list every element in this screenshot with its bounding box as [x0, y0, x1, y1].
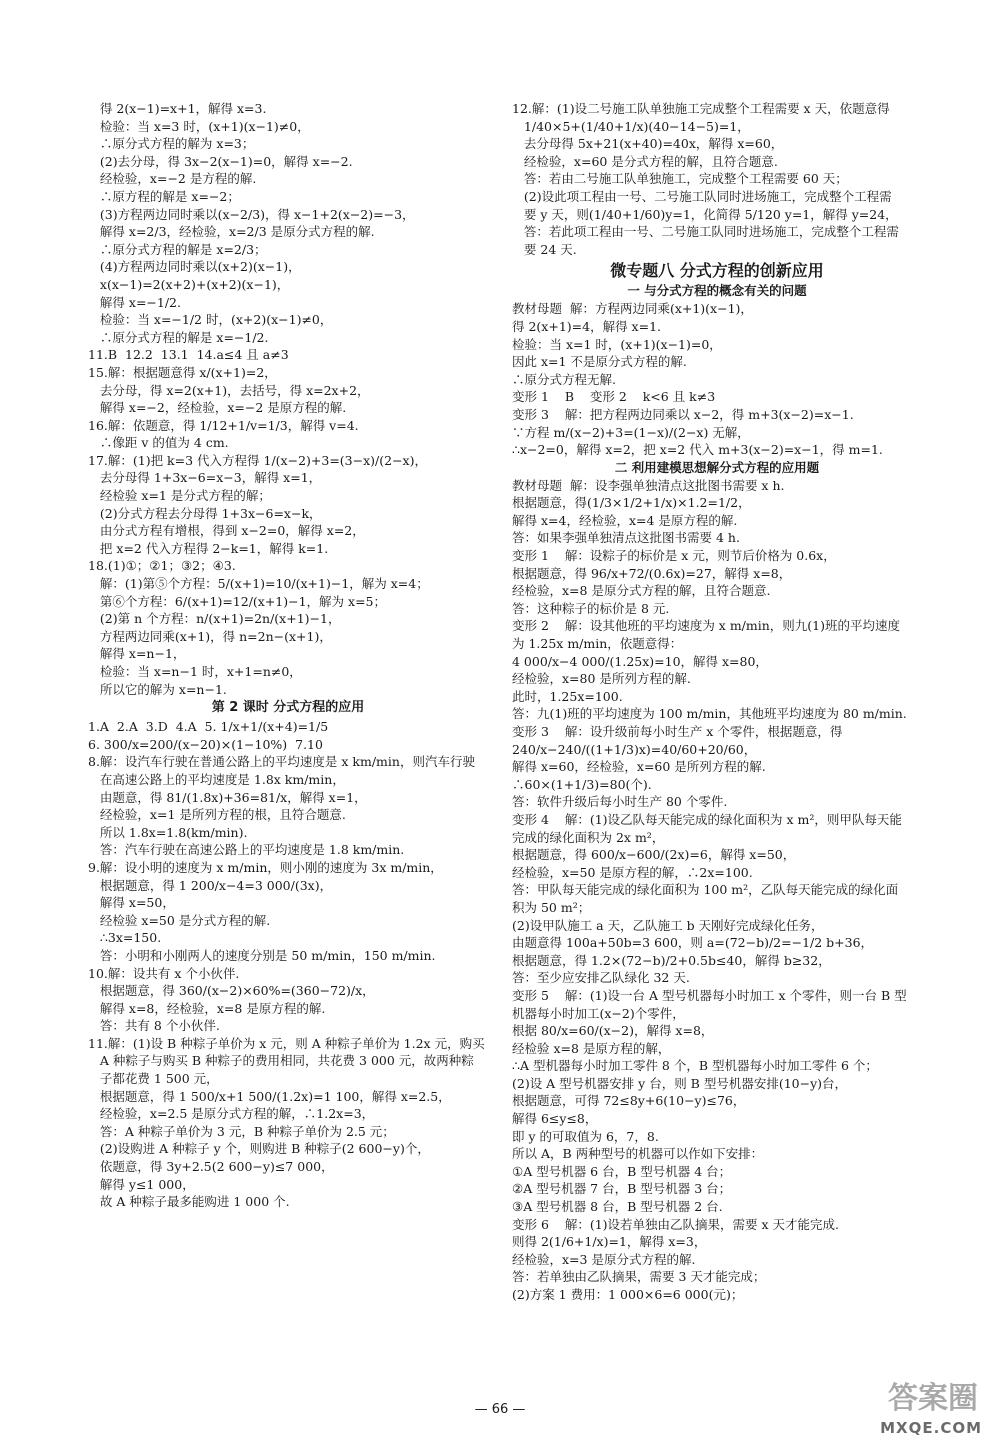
text-line: 根据题意，得 1 500/x+1 500/(1.2x)=1 100，解得 x=2.5， — [88, 1088, 451, 1104]
text-line: 经检验，x=−2 是方程的解. — [88, 171, 257, 187]
text-line: 由题意得 100a+50b=3 600，则 a=(72−b)/2=−1/2 b+36， — [512, 935, 874, 951]
text-line: 经检验，x=60 是分式方程的解，且符合题意. — [512, 153, 778, 169]
text-line: 检验：当 x=1 时，(x+1)(x−1)=0， — [512, 336, 722, 352]
text-line: 17.解：(1)把 k=3 代入方程得 1/(x−2)+3=(3−x)/(2−x)， — [88, 452, 427, 468]
text-line: 检验：当 x=3 时，(x+1)(x−1)≠0， — [88, 118, 310, 134]
text-line: 变形 3 解：设升级前每小时生产 x 个零件，根据题意，得 — [512, 724, 843, 739]
text-line: 经检验，x=1 是所列方程的根，且符合题意. — [88, 807, 346, 823]
text-line: 此时，1.25x=100. — [512, 688, 623, 704]
text-line: 解得 6≤y≤8， — [512, 1111, 598, 1127]
text-line: 去分母，得 x=2(x+1)，去括号，得 x=2x+2， — [88, 382, 370, 398]
text-line: 变形 1 B 变形 2 k<6 且 k≠3 — [512, 389, 716, 405]
text-line: 答：共有 8 个小伙伴. — [88, 1018, 220, 1034]
left-column — [88, 100, 488, 1211]
text-line: 根据题意，可得 72≤8y+6(10−y)≤76， — [512, 1093, 746, 1109]
subsection-title: 一 与分式方程的概念有关的问题 — [627, 283, 807, 299]
text-line: (2)设甲队施工 a 天，乙队施工 b 天刚好完成绿化任务， — [512, 917, 824, 933]
text-line: 10.解：设共有 x 个小伙伴. — [88, 965, 240, 981]
text-line: 根据题意，得 96/x+72/(0.6x)=27，解得 x=8， — [512, 565, 792, 581]
text-line: 变形 3 解：把方程两边同乘以 x−2，得 m+3(x−2)=x−1. — [512, 406, 854, 422]
text-line: 检验：当 x=−1/2 时，(x+2)(x−1)≠0， — [88, 312, 333, 328]
text-line: 所以 1.8x=1.8(km/min). — [88, 824, 248, 840]
text-line: 由题意，得 81/(1.8x)+36=81/x，解得 x=1， — [88, 789, 367, 805]
text-line: ∴x−2=0，解得 x=2，把 x=2 代入 m+3(x−2)=x−1，得 m=1. — [512, 442, 883, 458]
text-line: 解得 x=−1/2. — [88, 294, 181, 310]
text-line: 根据题意，得 600/x−600/(2x)=6，解得 x=50， — [512, 847, 796, 863]
text-line: 240/x−240/((1+1/3)x)=40/60+20/60， — [512, 741, 757, 757]
text-line: 答：若此项工程由一号、二号施工队同时进场施工，完成整个工程需 — [512, 224, 899, 240]
text-line: 要 24 天. — [512, 241, 577, 257]
text-line: 由分式方程有增根，得到 x−2=0，解得 x=2， — [88, 523, 365, 539]
watermark-logo: 答案圈 — [888, 1381, 978, 1416]
text-line: (2)设购进 A 种粽子 y 个，则购进 B 种粽子(2 600−y)个， — [88, 1141, 430, 1157]
text-line: (2)第 n 个方程：n/(x+1)=2n/(x+1)−1， — [88, 611, 341, 627]
text-line: 解得 x=8，经检验，x=8 是原方程的解. — [88, 1000, 326, 1016]
text-line: 经检验，x=3 是原分式方程的解. — [512, 1251, 696, 1267]
text-line: ∴原分式方程的解为 x=3； — [88, 136, 255, 152]
text-line: ∴A 型机器每小时加工零件 8 个，B 型机器每小时加工零件 6 个； — [512, 1058, 878, 1074]
text-line: 9.解：设小明的速度为 x m/min，则小刚的速度为 3x m/min， — [88, 859, 443, 875]
text-line: ∴像距 v 的值为 4 cm. — [88, 435, 229, 451]
text-line: 解得 x=2/3，经检验，x=2/3 是原分式方程的解. — [88, 224, 375, 240]
text-line: 去分母得 5x+21(x+40)=40x，解得 x=60， — [512, 136, 784, 152]
text-line: 因此 x=1 不是原分式方程的解. — [512, 354, 687, 370]
text-line: 根据题意，得 1.2×(72−b)/2+0.5b≤40，解得 b≥32， — [512, 952, 831, 968]
text-line: 变形 6 解：(1)设若单独由乙队摘果，需要 x 天才能完成. — [512, 1216, 839, 1232]
text-line: 教材母题 解：方程两边同乘(x+1)(x−1)， — [512, 301, 753, 317]
text-line: 教材母题 解：设李强单独清点这批图书需要 x h. — [512, 477, 785, 493]
text-line: 解得 x=−2，经检验，x=−2 是原方程的解. — [88, 400, 347, 416]
text-line: 18.(1)①；②1；③2；④3. — [88, 558, 236, 574]
text-line: 要 y 天，则(1/40+1/60)y=1，化简得 5/120 y=1，解得 y=24， — [512, 206, 898, 222]
text-line: 4 000/x−4 000/(1.25x)=10，解得 x=80， — [512, 653, 768, 669]
text-line: 答：若由二号施工队单独施工，完成整个工程需要 60 天； — [512, 171, 848, 187]
text-line: 6. 300/x=200/(x−20)×(1−10%) 7.10 — [88, 736, 323, 752]
text-line: 即 y 的可取值为 6，7，8. — [512, 1128, 659, 1144]
text-line: 解得 x=60，经检验，x=60 是所列方程的解. — [512, 759, 766, 775]
text-line: 16.解：依题意，得 1/12+1/v=1/3，解得 v=4. — [88, 417, 359, 433]
text-line: (4)方程两边同时乘以(x+2)(x−1)， — [88, 259, 301, 275]
text-line: (2)设此项工程由一号、二号施工队同时进场施工，完成整个工程需 — [512, 188, 892, 204]
text-line: 经检验，x=8 是原分式方程的解，且符合题意. — [512, 583, 771, 599]
text-line: 8.解：设汽车行驶在普通公路上的平均速度是 x km/min，则汽车行驶 — [88, 754, 475, 770]
text-line: 答：甲队每天能完成的绿化面积为 100 m²，乙队每天能完成的绿化面 — [512, 882, 899, 898]
text-line: 机器每小时加工(x−2)个零件， — [512, 1005, 685, 1021]
text-line: 答：若单独由乙队摘果，需要 3 天才能完成； — [512, 1269, 766, 1285]
text-line: 答：软件升级后每小时生产 80 个零件. — [512, 794, 728, 810]
text-line: 15.解：根据题意得 x/(x+1)=2， — [88, 364, 277, 380]
text-line: 方程两边同乘(x+1)，得 n=2n−(x+1)， — [88, 628, 332, 644]
text-line: 第⑥个方程：6/(x+1)=12/(x+1)−1，解为 x=5； — [88, 593, 387, 609]
text-line: 完成的绿化面积为 2x m²， — [512, 829, 665, 845]
text-line: 故 A 种粽子最多能购进 1 000 个. — [88, 1194, 290, 1210]
text-line: 12.解：(1)设二号施工队单独施工完成整个工程需要 x 天，依题意得 — [512, 101, 890, 116]
right-column — [512, 100, 922, 1304]
text-line: 根据 80/x=60/(x−2)，解得 x=8， — [512, 1023, 714, 1039]
text-line: ③A 型号机器 8 台，B 型号机器 2 台. — [512, 1199, 723, 1215]
section-title: 微专题八 分式方程的创新应用 — [610, 261, 824, 281]
text-line: (2)去分母，得 3x−2(x−1)=0，解得 x=−2. — [88, 153, 353, 169]
text-line: 解得 x=n−1， — [88, 646, 186, 662]
text-line: 所以 A，B 两种型号的机器可以作如下安排： — [512, 1146, 764, 1162]
text-line: 1.A 2.A 3.D 4.A 5. 1/x+1/(x+4)=1/5 — [88, 719, 329, 735]
text-line: 根据题意，得 1 200/x−4=3 000/(3x)， — [88, 877, 333, 893]
text-line: 去分母得 1+3x−6=x−3，解得 x=1， — [88, 470, 322, 486]
text-line: 变形 1 解：设粽子的标价是 x 元，则节后价格为 0.6x， — [512, 548, 836, 564]
text-line: x(x−1)=2(x+2)+(x+2)(x−1)， — [88, 276, 290, 292]
text-line: 根据题意，得(1/3×1/2+1/x)×1.2=1/2， — [512, 495, 751, 511]
text-line: 检验：当 x=n−1 时，x+1=n≠0， — [88, 664, 302, 679]
text-line: ∴3x=150. — [88, 930, 162, 946]
text-line: 在高速公路上的平均速度是 1.8x km/min， — [88, 771, 345, 787]
text-line: 答：这种粽子的标价是 8 元. — [512, 600, 670, 616]
text-line: ∴原分式方程的解是 x=−1/2. — [88, 329, 269, 345]
text-line: (3)方程两边同时乘以(x−2/3)，得 x−1+2(x−2)=−3， — [88, 206, 415, 222]
text-line: 变形 2 解：设其他班的平均速度为 x m/min，则九(1)班的平均速度 — [512, 618, 900, 634]
text-line: ∴原分式方程的解是 x=2/3； — [88, 241, 267, 257]
text-line: 子都花费 1 500 元， — [88, 1071, 219, 1087]
text-line: ∴原分式方程无解. — [512, 371, 616, 387]
text-line: 答：小明和小刚两人的速度分别是 50 m/min，150 m/min. — [88, 947, 436, 963]
text-line: 为 1.25x m/min，依题意得： — [512, 636, 683, 652]
text-line: (2)设 A 型号机器安排 y 台，则 B 型号机器安排(10−y)台， — [512, 1075, 848, 1091]
text-line: 答：A 种粽子单价为 3 元，B 种粽子单价为 2.5 元； — [88, 1123, 395, 1139]
text-line: 经检验 x=8 是原方程的解， — [512, 1040, 671, 1056]
text-line: 经检验，x=2.5 是原分式方程的解，∴1.2x=3， — [88, 1106, 375, 1122]
text-line: (2)分式方程去分母得 1+3x−6=x−k， — [88, 505, 322, 521]
text-line: 答：九(1)班的平均速度为 100 m/min，其他班平均速度为 80 m/min. — [512, 706, 907, 722]
text-line: 则得 2(1/6+1/x)=1，解得 x=3， — [512, 1234, 707, 1250]
text-line: 解得 x=4，经检验，x=4 是原方程的解. — [512, 512, 738, 528]
text-line: ②A 型号机器 7 台，B 型号机器 3 台； — [512, 1181, 732, 1197]
text-line: 11.解：(1)设 B 种粽子单价为 x 元，则 A 种粽子单价为 1.2x 元，购买 — [88, 1035, 485, 1051]
page-number: — 66 — — [474, 1402, 526, 1417]
text-line: A 种粽子与购买 B 种粽子的费用相同，共花费 3 000 元，故两种粽 — [88, 1053, 474, 1069]
text-line: 1/40×5+(1/40+1/x)(40−14−5)=1， — [512, 118, 750, 134]
text-line: (2)方案 1 费用：1 000×6=6 000(元)； — [512, 1287, 744, 1302]
text-line: 所以它的解为 x=n−1. — [88, 681, 227, 697]
text-line: 解得 x=50， — [88, 895, 175, 911]
text-line: 答：汽车行驶在高速公路上的平均速度是 1.8 km/min. — [88, 842, 405, 858]
text-line: 变形 4 解：(1)设乙队每天能完成的绿化面积为 x m²，则甲队每天能 — [512, 811, 902, 827]
text-line: 把 x=2 代入方程得 2−k=1，解得 k=1. — [88, 540, 329, 556]
text-line: 经检验，x=80 是所列方程的解. — [512, 671, 691, 687]
text-line: 积为 50 m²； — [512, 899, 591, 915]
text-line: 依题意，得 3y+2.5(2 600−y)≤7 000， — [88, 1159, 334, 1175]
text-line: 11.B 12.2 13.1 14.a≤4 且 a≠3 — [88, 347, 289, 363]
text-line: ∴60×(1+1/3)=80(个). — [512, 776, 652, 792]
text-line: 解：(1)第⑤个方程：5/(x+1)=10/(x+1)−1，解为 x=4； — [88, 576, 429, 592]
text-line: 答：如果李强单独清点这批图书需要 4 h. — [512, 530, 740, 546]
lesson-title: 第 2 课时 分式方程的应用 — [211, 700, 365, 716]
text-line: 得 2(x+1)=4，解得 x=1. — [512, 318, 662, 334]
text-line: 根据题意，得 360/(x−2)×60%=(360−72)/x， — [88, 983, 375, 999]
text-line: ①A 型号机器 6 台，B 型号机器 4 台； — [512, 1163, 732, 1179]
text-line: 得 2(x−1)=x+1，解得 x=3. — [88, 101, 267, 116]
text-line: 经检验 x=50 是分式方程的解. — [88, 912, 271, 928]
text-line: ∴原方程的解是 x=−2； — [88, 188, 240, 204]
text-line: 经检验 x=1 是分式方程的解； — [88, 488, 271, 504]
text-line: ∵方程 m/(x−2)+3=(1−x)/(2−x) 无解， — [512, 424, 750, 440]
watermark-url: MXQE.COM — [880, 1419, 982, 1437]
text-line: 变形 5 解：(1)设一台 A 型号机器每小时加工 x 个零件，则一台 B 型 — [512, 987, 907, 1003]
text-line: 答：至少应安排乙队绿化 32 天. — [512, 970, 690, 986]
subsection-title: 二 利用建模思想解分式方程的应用题 — [614, 459, 820, 475]
text-line: 解得 y≤1 000， — [88, 1176, 195, 1192]
text-line: 经检验，x=50 是原方程的解，∴2x=100. — [512, 864, 753, 880]
